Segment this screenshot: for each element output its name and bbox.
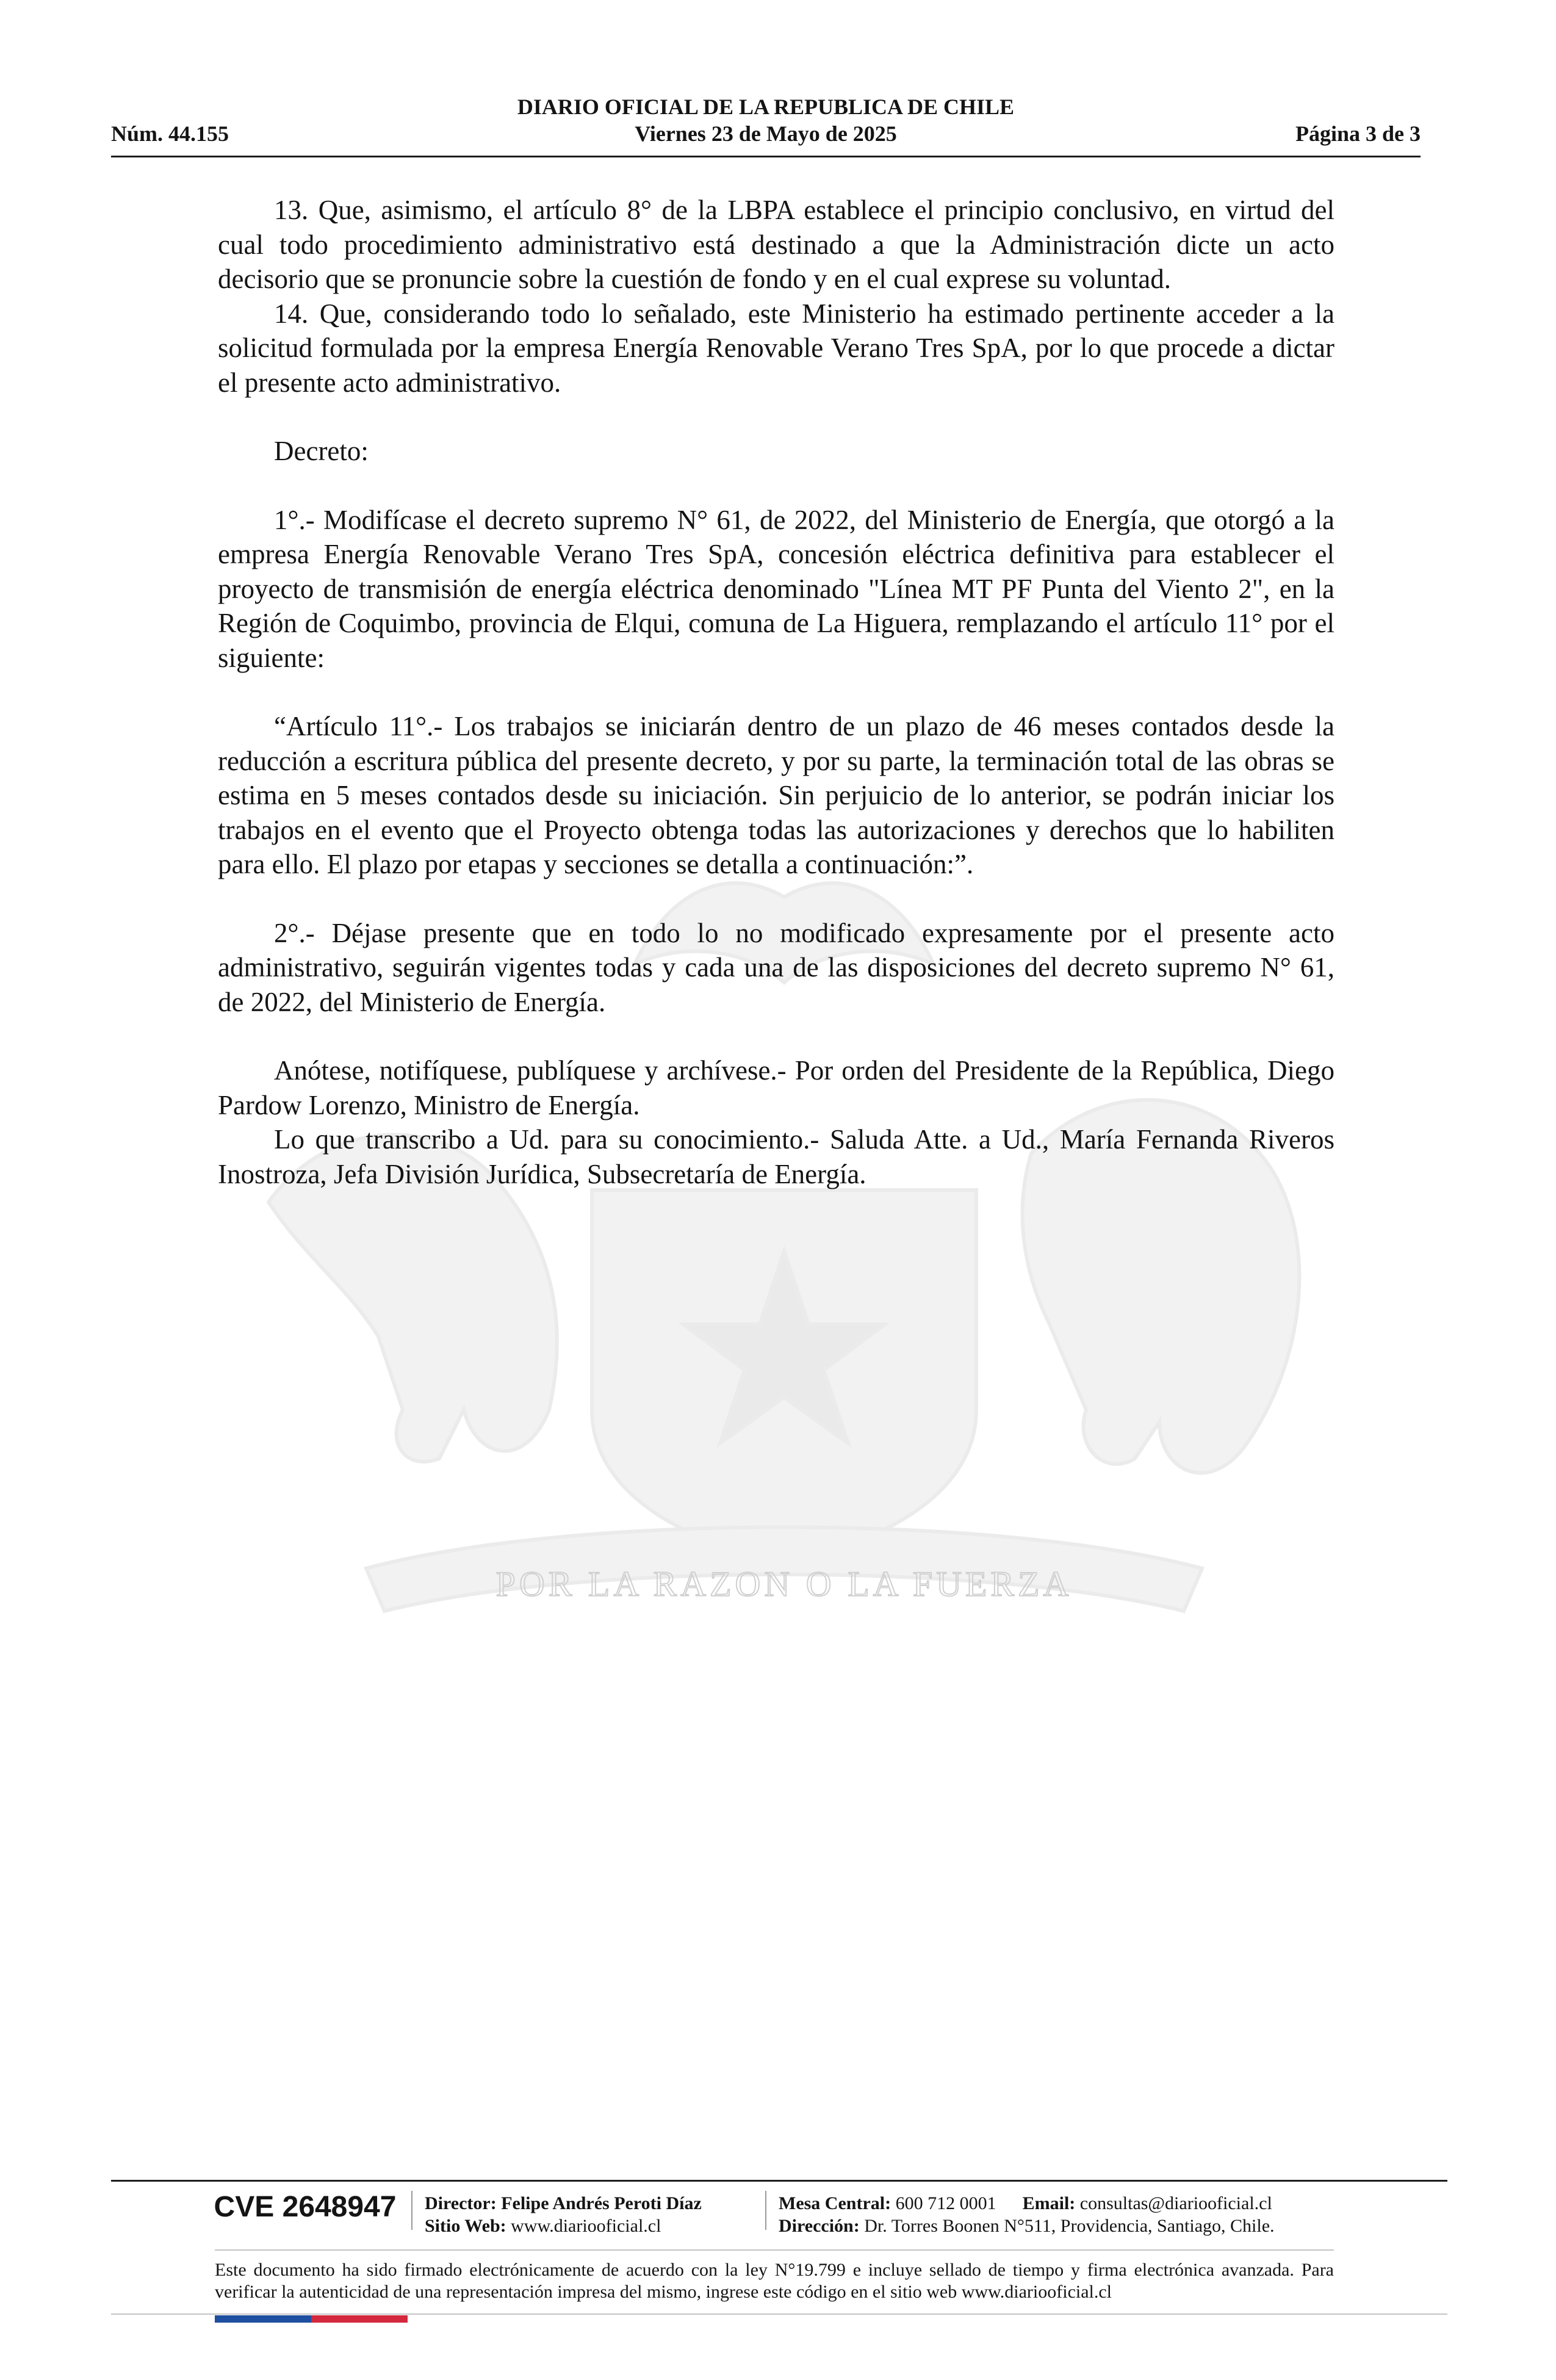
electronic-signature-note: Este documento ha sido firmado electrónicamente de acuerdo con la ley N°19.799 e incluye sellado de tiempo y firma electrónica avanzada. Para verificar la autenticidad de una representación impresa del mismo, ingrese este código en el sitio web www.diariooficial.cl — [215, 2260, 1334, 2302]
footer-divider-top — [111, 2180, 1447, 2182]
website-link[interactable]: www.diariooficial.cl — [511, 2216, 661, 2236]
issue-number: Núm. 44.155 — [111, 121, 229, 146]
footer-director-block — [425, 2192, 702, 2237]
mesa-phone: 600 712 0001 — [895, 2193, 996, 2213]
footer-separator — [411, 2191, 412, 2230]
flag-stripe-blue — [215, 2315, 311, 2323]
page-indicator: Página 3 de 3 — [1295, 121, 1421, 146]
publication-title: DIARIO OFICIAL DE LA REPUBLICA DE CHILE — [517, 95, 1015, 119]
email-label: Email: — [1022, 2193, 1076, 2213]
address-label: Dirección: — [779, 2216, 860, 2236]
considerando-14: 14. Que, considerando todo lo señalado, este Ministerio ha estimado pertinente acceder a la solicitud formulada por la empresa Energía Renovable Verano Tres SpA, por lo que procede a dictar el presente acto administrativo. — [218, 298, 1334, 398]
director-name: Felipe Andrés Peroti Díaz — [501, 2193, 702, 2213]
flag-stripe-red — [311, 2315, 408, 2323]
closing-formula: Anótese, notifíquese, publíquese y archívese.- Por orden del Presidente de la República, Diego Pardow Lorenzo, Ministro de Energía. — [218, 1055, 1334, 1120]
article-11-text: “Artículo 11°.- Los trabajos se iniciarán dentro de un plazo de 46 meses contados desde la reducción a escritura pública del presente decreto, y por su parte, la terminación total de las obras se estima en 5 meses contados desde su iniciación. Sin perjuicio de lo anterior, se podrán iniciar los trabajos en el evento que el Proyecto obtenga todas las autorizaciones y derechos que lo habiliten para ello. El plazo por etapas y secciones se detalla a continuación:”. — [218, 711, 1334, 879]
address-value: Dr. Torres Boonen N°511, Providencia, Santiago, Chile. — [864, 2216, 1275, 2236]
article-2: 2°.- Déjase presente que en todo lo no modificado expresamente por el presente acto administrativo, seguirán vigentes todas y cada una de las disposiciones del decreto supremo N° 61, de 2022, del Ministerio de Energía. — [218, 917, 1334, 1017]
footer-separator — [765, 2191, 766, 2230]
decreto-heading: Decreto: — [274, 436, 369, 466]
email-link[interactable]: consultas@diariooficial.cl — [1079, 2193, 1272, 2213]
director-label: Director: — [425, 2193, 497, 2213]
header-divider — [111, 156, 1421, 157]
document-body — [218, 193, 1334, 1191]
transcription-note: Lo que transcribo a Ud. para su conocimiento.- Saluda Atte. a Ud., María Fernanda Riveros Inostroza, Jefa División Jurídica, Subsecretaría de Energía. — [218, 1124, 1334, 1189]
footer-contact-block — [779, 2192, 1275, 2237]
article-1: 1°.- Modifícase el decreto supremo N° 61, de 2022, del Ministerio de Energía, que otorgó a la empresa Energía Renovable Verano Tres SpA, concesión eléctrica definitiva para establecer el proyecto de transmisión de energía eléctrica denominado "Línea MT PF Punta del Viento 2", en la Región de Coquimbo, provincia de Elqui, comuna de La Higuera, remplazando el artículo 11° por el siguiente: — [218, 504, 1334, 673]
watermark-motto: POR LA RAZON O LA FUERZA — [495, 1564, 1073, 1604]
mesa-label: Mesa Central: — [779, 2193, 891, 2213]
considerando-13: 13. Que, asimismo, el artículo 8° de la LBPA establece el principio conclusivo, en virtud del cual todo procedimiento administrativo está destinado a que la Administración dicte un acto decisorio que se pronuncie sobre la cuestión de fondo y en el cual exprese su voluntad. — [218, 195, 1334, 294]
cve-code: CVE 2648947 — [214, 2191, 397, 2223]
website-label: Sitio Web: — [425, 2216, 506, 2236]
footer-divider-mid — [215, 2249, 1334, 2251]
footer-divider-bottom — [111, 2313, 1447, 2315]
issue-date: Viernes 23 de Mayo de 2025 — [635, 121, 897, 146]
page-header — [111, 92, 1421, 154]
